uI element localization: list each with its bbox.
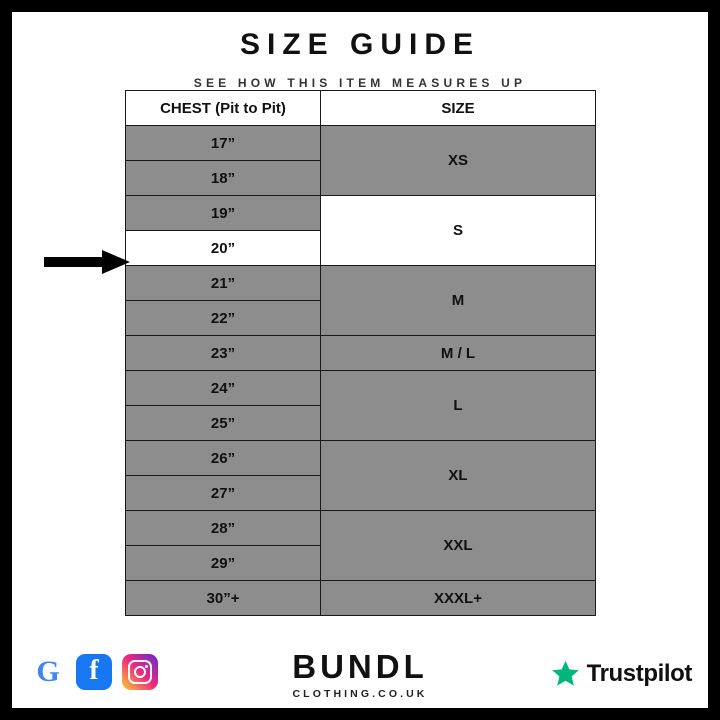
size-table-wrap: [125, 90, 595, 616]
size-cell: XXXL+: [321, 581, 596, 616]
table-row: [126, 196, 596, 231]
size-cell: S: [321, 196, 596, 266]
size-guide-card: [12, 12, 708, 708]
facebook-icon-glyph: f: [89, 655, 99, 686]
size-cell: XS: [321, 126, 596, 196]
table-row: [126, 126, 596, 161]
chest-cell: 21”: [126, 266, 321, 301]
chest-cell: 18”: [126, 161, 321, 196]
column-header-chest: CHEST (Pit to Pit): [126, 91, 321, 126]
size-cell: XXL: [321, 511, 596, 581]
chest-cell: 25”: [126, 406, 321, 441]
page-subtitle: SEE HOW THIS ITEM MEASURES UP: [193, 76, 527, 90]
size-table-body: [126, 126, 596, 616]
brand-domain: CLOTHING.CO.UK: [292, 688, 428, 700]
table-header-row: [126, 91, 596, 126]
trustpilot-label: Trustpilot: [586, 659, 692, 687]
chest-cell: 30”+: [126, 581, 321, 616]
page-title: SIZE GUIDE: [239, 28, 481, 61]
footer: [12, 648, 708, 708]
column-header-size: SIZE: [321, 91, 596, 126]
size-cell: L: [321, 371, 596, 441]
table-row: [126, 511, 596, 546]
size-cell: M: [321, 266, 596, 336]
size-table: [125, 90, 596, 616]
brand-name: BUNDL: [292, 648, 428, 685]
trustpilot-star-icon: [551, 659, 580, 688]
chest-cell: 28”: [126, 511, 321, 546]
chest-cell: 26”: [126, 441, 321, 476]
chest-cell: 24”: [126, 371, 321, 406]
table-row: [126, 336, 596, 371]
size-table-head: [126, 91, 596, 126]
size-cell: XL: [321, 441, 596, 511]
trustpilot-badge[interactable]: [551, 659, 692, 688]
chest-cell: 17”: [126, 126, 321, 161]
table-row: [126, 441, 596, 476]
size-cell: M / L: [321, 336, 596, 371]
chest-cell: 23”: [126, 336, 321, 371]
chest-cell: 20”: [126, 231, 321, 266]
chest-cell: 29”: [126, 546, 321, 581]
table-row: [126, 371, 596, 406]
chest-cell: 22”: [126, 301, 321, 336]
arrow-right-icon: [44, 250, 130, 274]
table-row: [126, 581, 596, 616]
chest-cell: 27”: [126, 476, 321, 511]
chest-cell: 19”: [126, 196, 321, 231]
google-icon-glyph: G: [36, 655, 60, 688]
table-row: [126, 266, 596, 301]
